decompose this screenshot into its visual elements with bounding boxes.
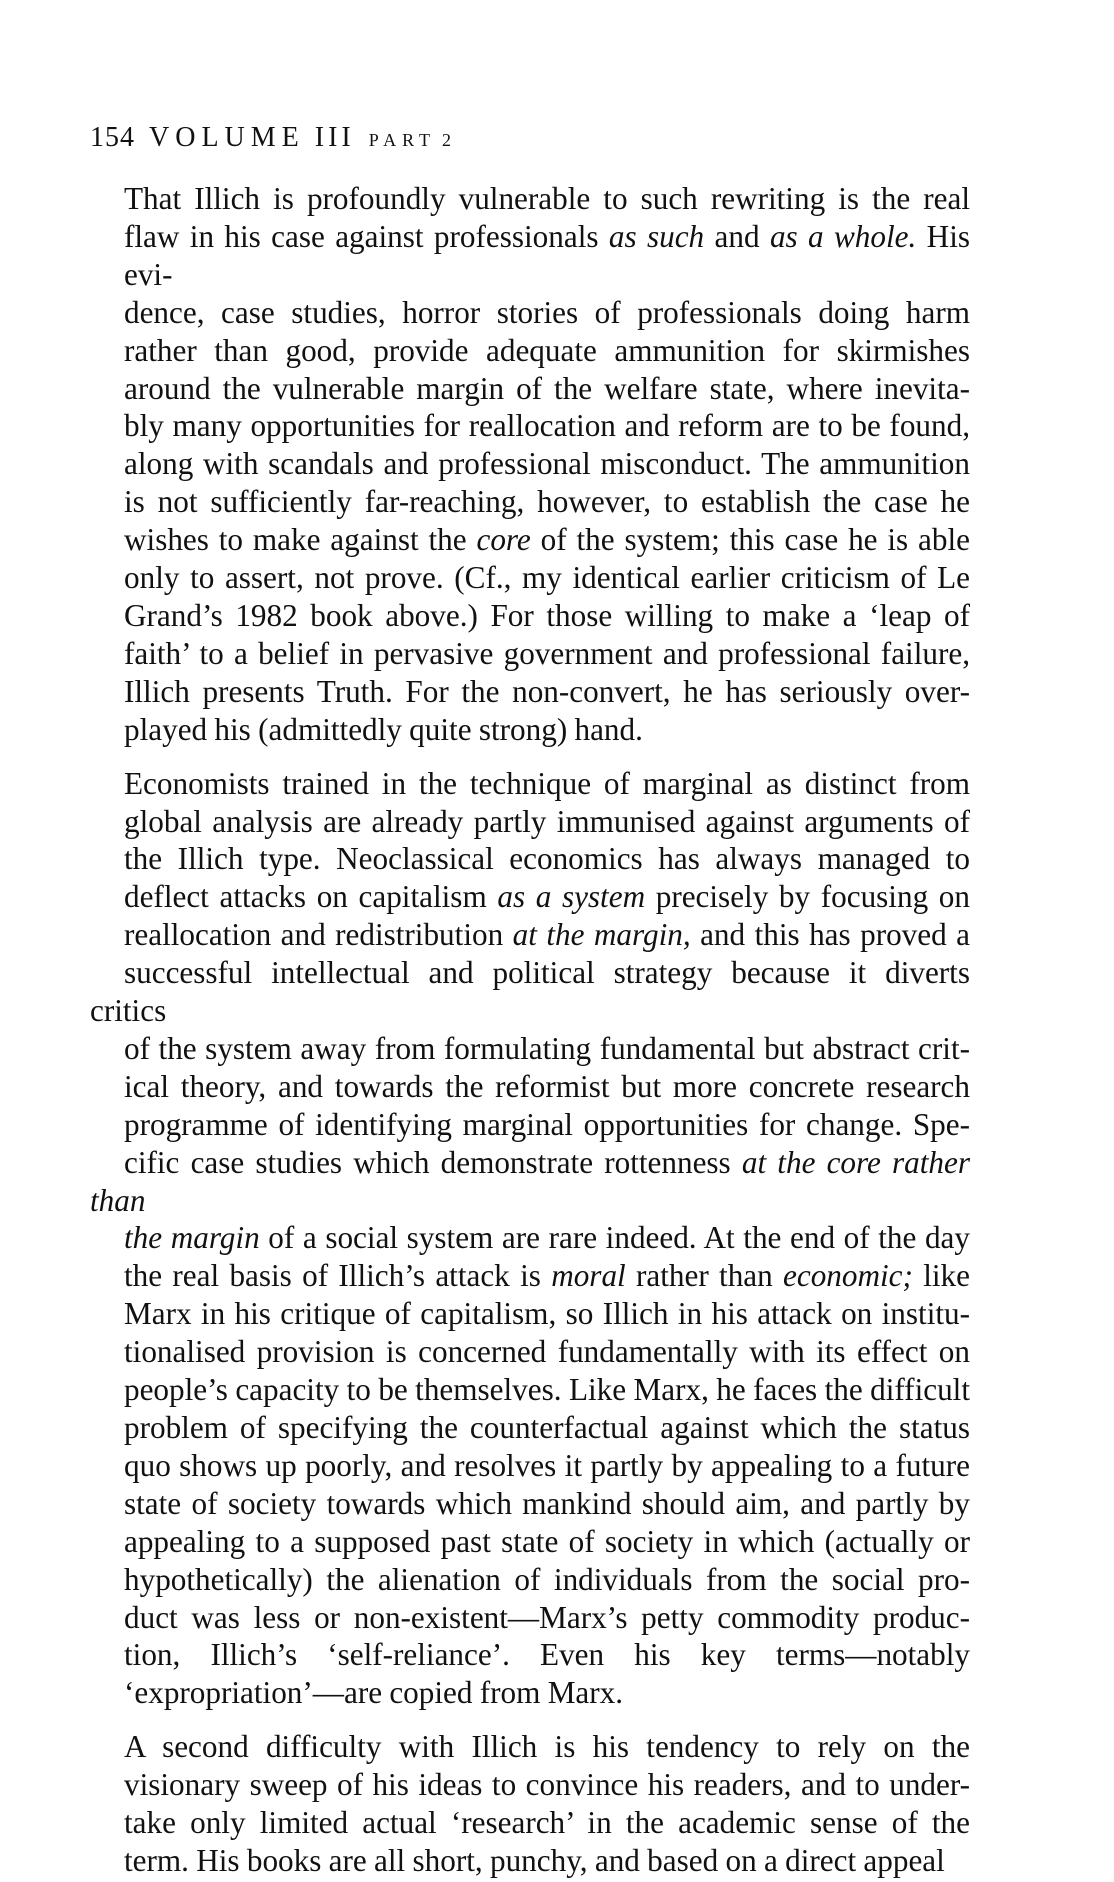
text-line — [90, 840, 970, 878]
text-run: wishes to make against the — [124, 522, 477, 558]
text-run: bly many opportunities for reallocation and reform are to be found, — [124, 408, 970, 444]
text-line — [124, 559, 970, 597]
text-line — [124, 711, 970, 749]
part-label: PART — [368, 130, 437, 150]
text-run: Economists trained in the technique of marginal as distinct from — [124, 765, 970, 801]
part-number: 2 — [442, 130, 452, 150]
text-line — [124, 332, 970, 370]
text-line — [90, 1599, 970, 1637]
text-run: of a social system are rare indeed. At the end of the day — [259, 1220, 970, 1256]
text-run: problem of specifying the counterfactual against which the status — [124, 1410, 970, 1445]
text-line — [124, 597, 970, 635]
text-line — [90, 1219, 970, 1257]
text-run: of the system; this case he is able — [530, 522, 970, 558]
text-run: state of society towards which mankind should aim, and partly by — [124, 1485, 970, 1521]
text-run: programme of identifying marginal opportunities for change. Spe- — [124, 1106, 970, 1142]
text-run: successful intellectual and political strategy because it diverts critics — [90, 955, 970, 1029]
text-line — [124, 445, 970, 483]
text-run: His evi- — [124, 218, 971, 292]
italic-text: as a whole. — [769, 218, 917, 254]
italic-text: as a system — [497, 879, 646, 915]
text-run: cific case studies which demonstrate rottenness — [124, 1144, 742, 1180]
paragraph-1 — [90, 180, 970, 749]
italic-text: economic; — [783, 1258, 913, 1294]
text-line — [90, 1766, 970, 1804]
text-run: the real basis of Illich’s attack is — [124, 1258, 552, 1294]
italic-text: moral — [551, 1258, 626, 1294]
volume-label: VOLUME — [149, 122, 305, 153]
text-run: precisely by focusing on — [645, 879, 970, 915]
italic-text: at the margin, — [512, 917, 691, 953]
text-run: Marx in his critique of capitalism, so Illich in his attack on institu- — [124, 1296, 970, 1332]
text-line — [90, 1842, 970, 1880]
text-run: duct was less or non-existent—Marx’s petty commodity produc- — [124, 1599, 970, 1635]
text-line — [90, 1561, 970, 1599]
text-line — [90, 765, 970, 803]
text-line — [90, 1804, 970, 1842]
italic-text: core — [476, 522, 531, 558]
text-line — [90, 1485, 970, 1523]
text-run: Grand’s 1982 book above.) For those willing to make a ‘leap of — [124, 597, 970, 633]
text-line — [124, 521, 970, 559]
italic-text: at the core rather than — [90, 1144, 970, 1218]
text-line — [124, 407, 970, 445]
text-line — [124, 218, 970, 294]
paragraph-3 — [90, 1728, 970, 1880]
text-run: people’s capacity to be themselves. Like Marx, he faces the difficult — [124, 1372, 970, 1408]
text-line — [90, 1409, 970, 1447]
text-run: around the vulnerable margin of the welfare state, where inevita- — [124, 370, 970, 406]
text-line — [124, 294, 970, 332]
text-line — [90, 803, 970, 841]
text-run: term. His books are all short, punchy, and based on a direct appeal — [124, 1842, 945, 1878]
text-line — [90, 1523, 970, 1561]
text-run: A second difficulty with Illich is his tendency to rely on the — [124, 1729, 970, 1765]
text-line — [90, 1068, 970, 1106]
text-run: appealing to a supposed past state of society in which (actually or — [124, 1523, 970, 1559]
text-run: the Illich type. Neoclassical economics has always managed to — [124, 841, 970, 877]
italic-text: the margin — [124, 1220, 260, 1256]
text-line — [90, 916, 970, 954]
text-line — [90, 954, 970, 1030]
text-run: only to assert, not prove. (Cf., my identical earlier criticism of Le — [124, 560, 970, 596]
paragraph-2 — [90, 765, 970, 1713]
text-run: of the system away from formulating fundamental but abstract crit- — [124, 1030, 970, 1066]
text-line — [90, 1333, 970, 1371]
text-line — [90, 1636, 970, 1674]
text-run: and — [704, 218, 770, 254]
text-run: dence, case studies, horror stories of professionals doing harm — [124, 294, 970, 330]
text-run: like — [912, 1258, 970, 1294]
text-run: reallocation and redistribution — [124, 917, 513, 953]
text-line — [90, 1447, 970, 1485]
text-run: hypothetically) the alienation of individuals from the social pro- — [124, 1561, 970, 1597]
text-line — [90, 1674, 970, 1712]
text-run: tion, Illich’s ‘self-reliance’. Even his key terms—notably — [124, 1637, 970, 1673]
text-run: is not sufficiently far-reaching, however, to establish the case he — [124, 484, 970, 520]
text-run: rather than — [625, 1258, 784, 1294]
text-line — [90, 1257, 970, 1295]
text-run: flaw in his case against professionals — [124, 218, 609, 254]
text-run: take only limited actual ‘research’ in the academic sense of the — [124, 1805, 970, 1841]
text-line — [90, 1106, 970, 1144]
text-run: along with scandals and professional misconduct. The ammunition — [124, 446, 970, 482]
text-line — [124, 370, 970, 408]
text-run: ‘expropriation’—are copied from Marx. — [124, 1675, 624, 1711]
text-run: tionalised provision is concerned fundamentally with its effect on — [124, 1334, 970, 1370]
text-line — [90, 1030, 970, 1068]
book-page — [90, 118, 970, 1880]
text-line — [124, 635, 970, 673]
text-run: deflect attacks on capitalism — [124, 879, 498, 915]
text-line — [90, 1371, 970, 1409]
text-line — [90, 1728, 970, 1766]
page-number: 154 — [90, 122, 135, 153]
text-run: visionary sweep of his ideas to convince his readers, and to under- — [124, 1767, 970, 1803]
text-run: and this has proved a — [690, 917, 970, 953]
text-run: quo shows up poorly, and resolves it partly by appealing to a future — [124, 1447, 970, 1483]
text-run: played his (admittedly quite strong) hand. — [124, 711, 643, 747]
text-line — [90, 1295, 970, 1333]
text-line — [90, 1144, 970, 1220]
text-line — [124, 673, 970, 711]
volume-number: III — [314, 122, 355, 153]
text-run: ical theory, and towards the reformist but more concrete research — [124, 1068, 970, 1104]
text-run: global analysis are already partly immunised against arguments of — [124, 803, 970, 839]
text-line — [124, 180, 970, 218]
running-header — [90, 118, 970, 158]
text-run: Illich presents Truth. For the non-convert, he has seriously over- — [124, 673, 970, 709]
italic-text: as such — [608, 218, 705, 254]
text-run: rather than good, provide adequate ammunition for skirmishes — [124, 332, 970, 368]
text-run: That Illich is profoundly vulnerable to such rewriting is the real — [124, 181, 970, 216]
text-line — [90, 878, 970, 916]
text-line — [124, 483, 970, 521]
text-run: faith’ to a belief in pervasive government and professional failure, — [124, 635, 970, 671]
